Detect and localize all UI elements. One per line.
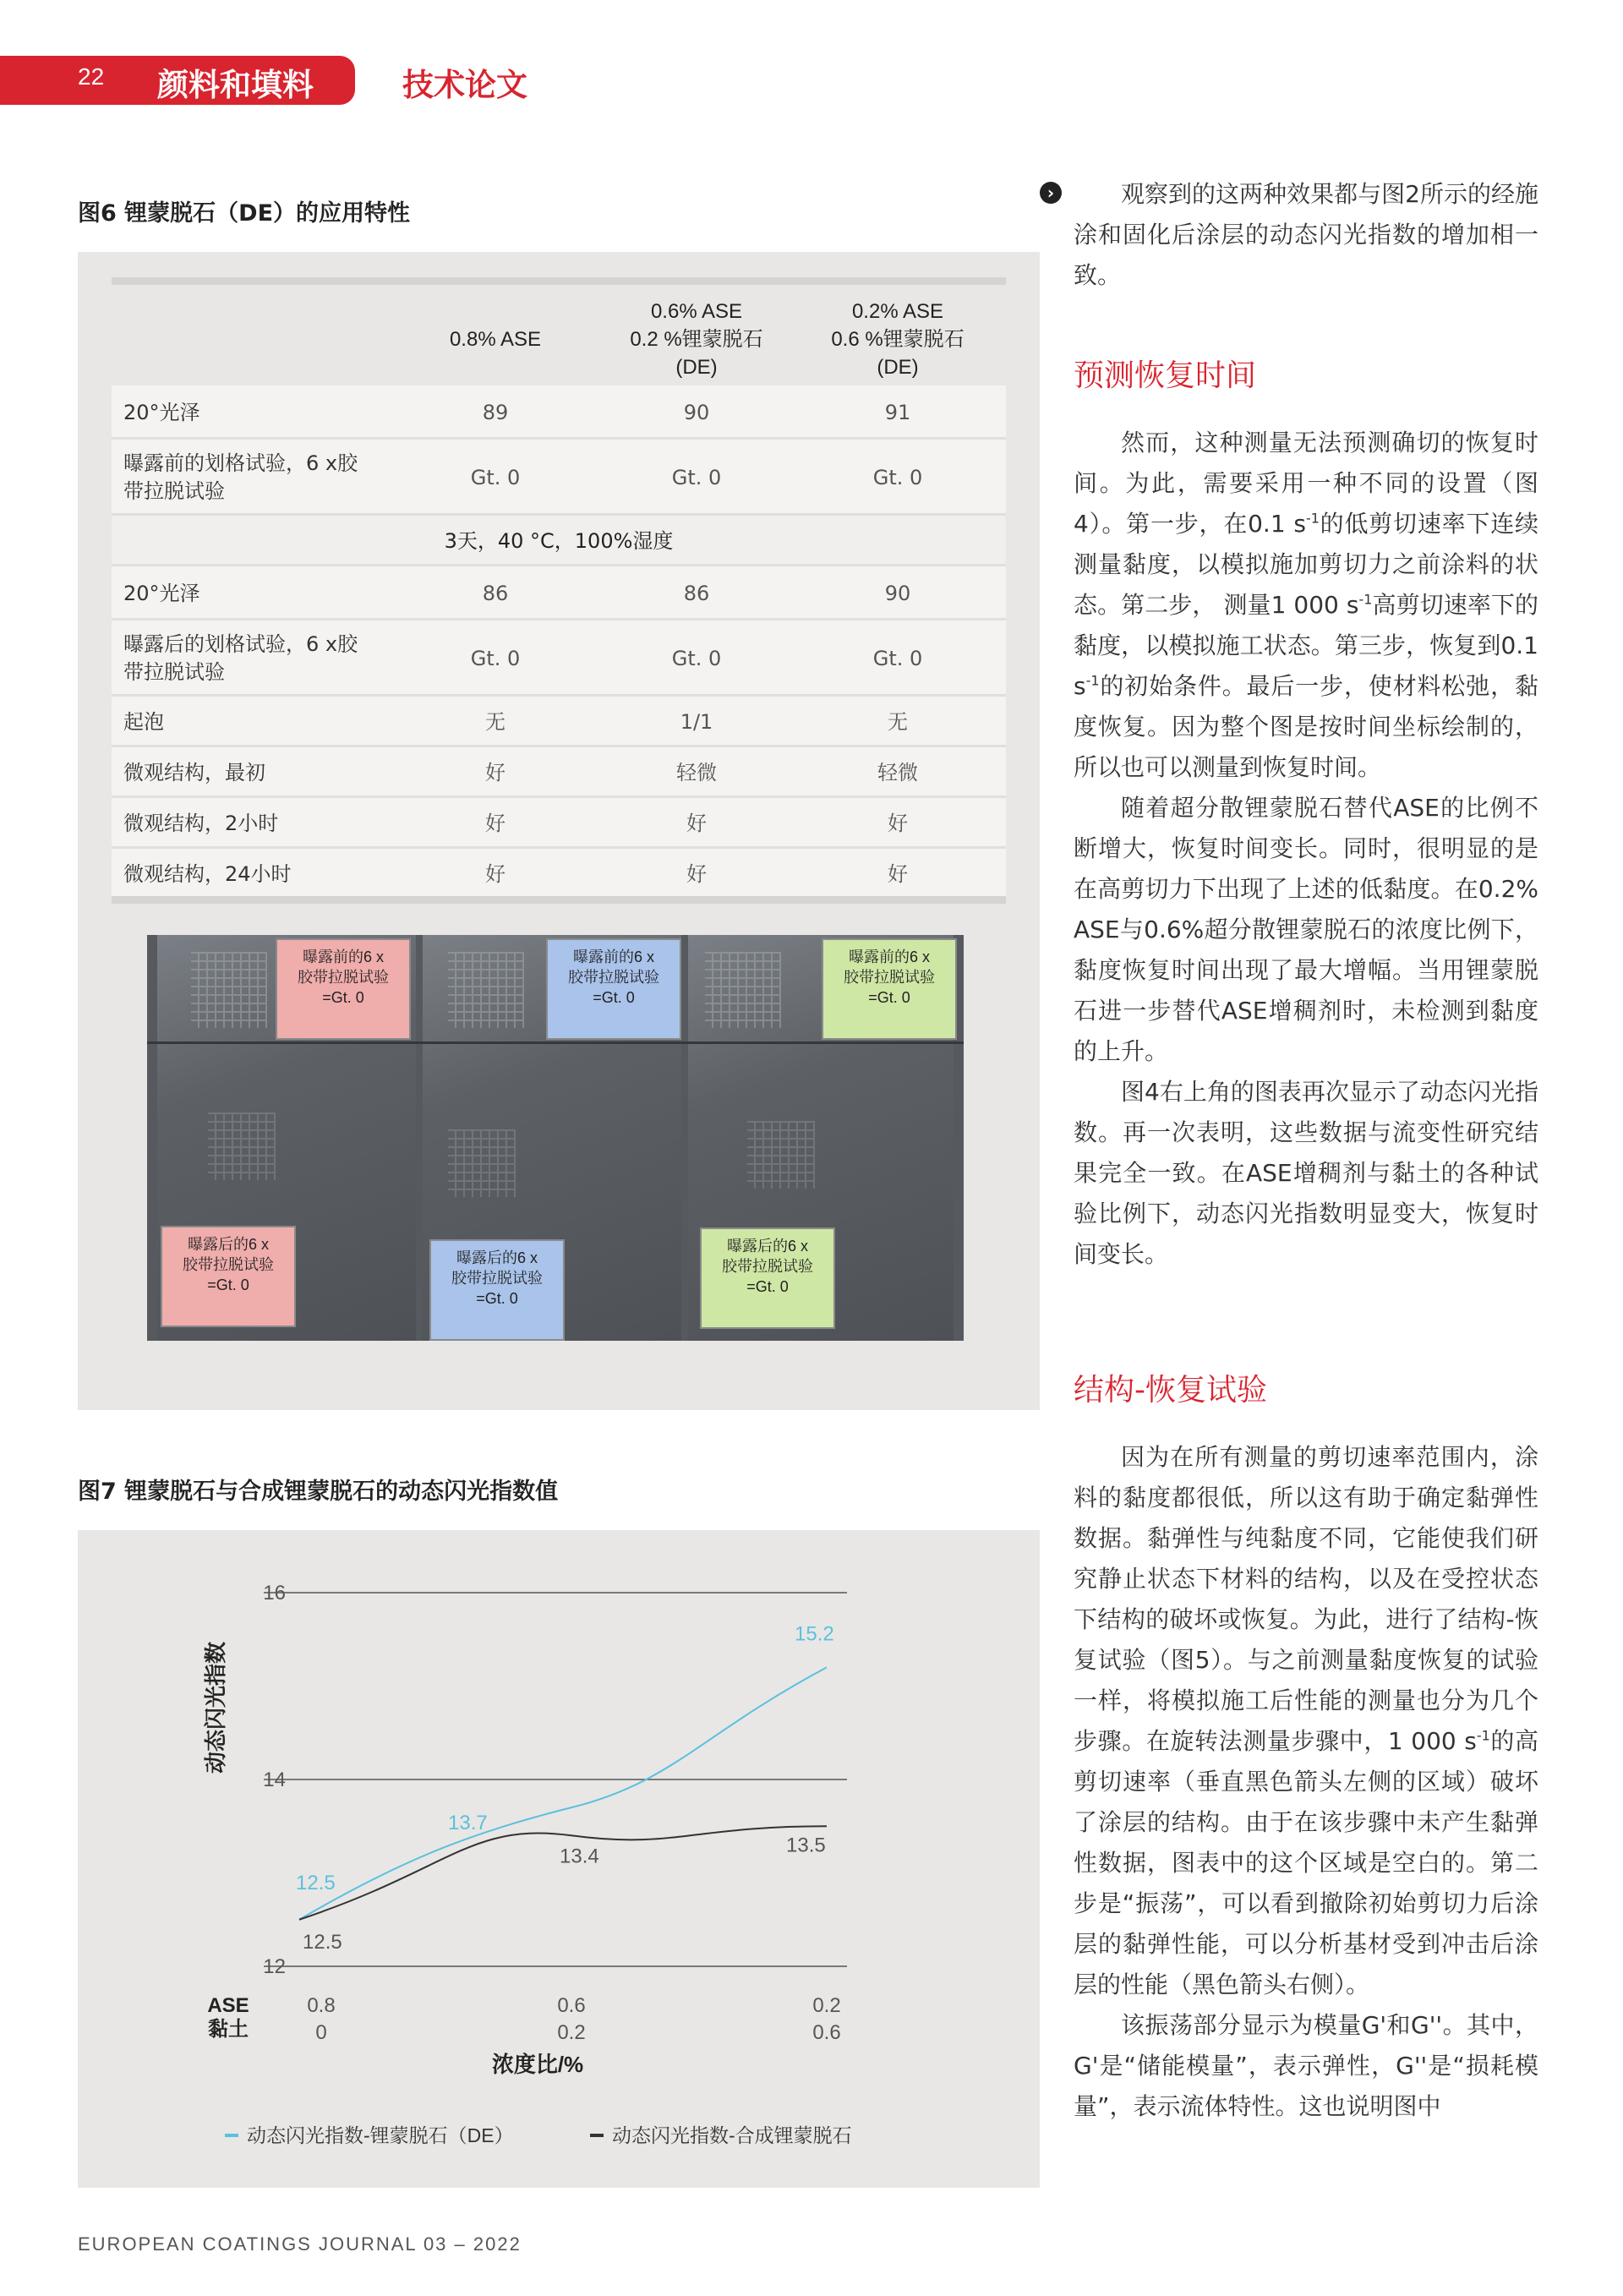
table-cell: 无 bbox=[485, 709, 505, 734]
body-text-1 bbox=[1074, 423, 1538, 1275]
table-row-label: 20°光泽 bbox=[123, 400, 200, 424]
category-row-label: 黏土 bbox=[208, 2018, 249, 2041]
data-label: 15.2 bbox=[795, 1622, 834, 1646]
table-cell: 轻微 bbox=[676, 760, 717, 784]
table-cell: 好 bbox=[485, 811, 505, 835]
table-cell: 好 bbox=[888, 811, 908, 835]
table-cell: 好 bbox=[485, 760, 505, 784]
table-cell: 86 bbox=[482, 581, 509, 605]
table-cell: 1/1 bbox=[680, 709, 713, 734]
x-tick-label: 0.6 bbox=[812, 2021, 841, 2044]
table-header-col3: 0.2% ASE 0.6 %锂蒙脱石 (DE) bbox=[831, 299, 965, 379]
table-row bbox=[112, 566, 1006, 620]
note-before-panel1: 曝露前的6 x 胶带拉脱试验 =Gt. 0 bbox=[276, 938, 411, 1040]
table-cell: Gt. 0 bbox=[671, 465, 722, 489]
table-cell: Gt. 0 bbox=[470, 646, 521, 670]
body-text-2 bbox=[1074, 1437, 1538, 2127]
note-before-panel2: 曝露前的6 x 胶带拉脱试验 =Gt. 0 bbox=[546, 938, 681, 1040]
journal-footer: EUROPEAN COATINGS JOURNAL 03 – 2022 bbox=[78, 2233, 522, 2255]
table-cell: 89 bbox=[482, 400, 509, 424]
section-title: 颜料和填料 bbox=[157, 67, 314, 103]
data-label: 12.5 bbox=[303, 1930, 342, 1954]
table-cell: 好 bbox=[888, 861, 908, 886]
table-cell: Gt. 0 bbox=[872, 646, 923, 670]
text-run: 高剪切速率下的黏度，以模拟施工状态。第三步，恢复到0.1 s bbox=[1074, 591, 1538, 700]
data-label: 12.5 bbox=[296, 1871, 336, 1894]
table-row bbox=[112, 697, 1006, 747]
intro-paragraph: 观察到的这两种效果都与图2所示的经施涂和固化后涂层的动态闪光指数的增加相一致。 bbox=[1074, 180, 1538, 289]
table-cell: 90 bbox=[884, 581, 911, 605]
continue-arrow-icon: › bbox=[1040, 182, 1062, 204]
table-row-label: 微观结构，2小时 bbox=[123, 811, 279, 835]
table-row-label: 微观结构，24小时 bbox=[123, 861, 292, 886]
category-row-label: ASE bbox=[207, 1994, 249, 2017]
table-row bbox=[112, 849, 1006, 899]
table-cell: Gt. 0 bbox=[470, 465, 521, 489]
table-cell: 轻微 bbox=[877, 760, 918, 784]
data-label: 13.7 bbox=[448, 1812, 488, 1835]
page-number: 22 bbox=[78, 63, 105, 90]
table-cell: 好 bbox=[485, 861, 505, 886]
table-row-label: 曝露前的划格试验，6 x胶 带拉脱试验 bbox=[123, 451, 358, 503]
table-header-col2: 0.6% ASE 0.2 %锂蒙脱石 (DE) bbox=[630, 299, 763, 379]
legend-entry: 动态闪光指数-合成锂蒙脱石 bbox=[612, 2124, 852, 2146]
table-cell: 无 bbox=[888, 709, 908, 734]
table-row bbox=[112, 620, 1006, 697]
table-top-rule bbox=[112, 277, 1006, 285]
table-row bbox=[112, 747, 1006, 798]
table-cell: 好 bbox=[686, 811, 707, 835]
text-run: 的低剪切速率下连续测量黏度，以模拟施加剪切力之前涂料的状态。第二步， 测量1 000 s bbox=[1074, 510, 1538, 619]
y-tick-label: 16 bbox=[263, 1582, 286, 1604]
x-axis-label: 浓度比/% bbox=[491, 2052, 584, 2077]
table-cell: 86 bbox=[683, 581, 710, 605]
table-row-label: 曝露后的划格试验，6 x胶 带拉脱试验 bbox=[123, 632, 358, 684]
table-header-col1: 0.8% ASE bbox=[449, 327, 542, 351]
y-tick-label: 14 bbox=[263, 1768, 286, 1791]
table-cell: 91 bbox=[884, 400, 911, 424]
table-row bbox=[112, 798, 1006, 849]
paragraph-ase-replacement: 随着超分散锂蒙脱石替代ASE的比例不断增大，恢复时间变长。同时，很明显的是在高剪切力下出现了上述的低黏度。在0.2% ASE与0.6%超分散锂蒙脱石的浓度比例下，黏度恢复时间出现了最大增幅。当用锂蒙脱石进一步替代ASE增稠剂时，未检测到黏度的上升。 bbox=[1074, 794, 1538, 1065]
x-tick-label: 0.2 bbox=[812, 1994, 841, 2017]
dynamic-flash-index-chart bbox=[78, 1530, 1040, 2188]
x-tick-label: 0.8 bbox=[307, 1994, 336, 2017]
note-after-panel1: 曝露后的6 x 胶带拉脱试验 =Gt. 0 bbox=[161, 1226, 296, 1327]
paragraph-oscillation: 该振荡部分显示为模量G'和G''。其中，G'是“储能模量”，表示弹性，G''是“损耗模量”，表示流体特性。这也说明图中 bbox=[1074, 2011, 1538, 2120]
table-cell: Gt. 0 bbox=[671, 646, 722, 670]
legend-entry: 动态闪光指数-锂蒙脱石（DE） bbox=[247, 2124, 514, 2146]
legend-swatch bbox=[225, 2134, 238, 2137]
note-after-panel3: 曝露后的6 x 胶带拉脱试验 =Gt. 0 bbox=[700, 1227, 835, 1329]
paragraph-flash-index: 图4右上角的图表再次显示了动态闪光指数。再一次表明，这些数据与流变性研究结果完全一致。在ASE增稠剂与黏土的各种试验比例下，动态闪光指数明显变大，恢复时间变长。 bbox=[1074, 1078, 1538, 1268]
table-band-text: 3天，40 °C，100%湿度 bbox=[444, 528, 674, 553]
figure7-title: 图7 锂蒙脱石与合成锂蒙脱石的动态闪光指数值 bbox=[78, 1479, 559, 1505]
heading-structure-recovery: 结构-恢复试验 bbox=[1074, 1373, 1267, 1408]
figure6-title: 图6 锂蒙脱石（DE）的应用特性 bbox=[78, 200, 411, 227]
x-tick-label: 0 bbox=[315, 2021, 327, 2044]
table-row-label: 20°光泽 bbox=[123, 581, 200, 605]
table-row bbox=[112, 385, 1006, 440]
unit-superscript: -1 bbox=[1358, 591, 1373, 608]
topic-title: 技术论文 bbox=[402, 67, 527, 103]
unit-superscript: -1 bbox=[1085, 672, 1100, 689]
table-row bbox=[112, 440, 1006, 516]
data-label: 13.5 bbox=[786, 1834, 826, 1857]
x-tick-label: 0.2 bbox=[557, 2021, 586, 2044]
text-run: 的高剪切速率（垂直黑色箭头左侧的区域）破坏了涂层的结构。由于在该步骤中未产生黏弹性数据，图表中的这个区域是空白的。第二步是“振荡”，可以看到撤除初始剪切力后涂层的黏弹性能，可以分析基材受到冲击后涂层的性能（黑色箭头右侧）。 bbox=[1074, 1727, 1538, 1998]
x-tick-label: 0.6 bbox=[557, 1994, 586, 2017]
figure7-panel bbox=[78, 1530, 1040, 2188]
unit-superscript: -1 bbox=[1476, 1727, 1490, 1744]
text-run: 然而，这种测量无法预测确切的恢复时间。为此，需要采用一种不同的设置（图4）。第一步，在0.1 s bbox=[1074, 429, 1538, 538]
paragraph-viscoelastic bbox=[1074, 1437, 1538, 2005]
heading-predict-recovery: 预测恢复时间 bbox=[1074, 358, 1257, 393]
note-after-panel2: 曝露后的6 x 胶带拉脱试验 =Gt. 0 bbox=[429, 1239, 565, 1341]
data-label: 13.4 bbox=[560, 1845, 599, 1868]
table-cell: 好 bbox=[686, 861, 707, 886]
series-line bbox=[299, 1826, 827, 1920]
unit-superscript: -1 bbox=[1305, 510, 1320, 527]
table-row-label: 微观结构，最初 bbox=[123, 760, 265, 784]
note-before-panel3: 曝露前的6 x 胶带拉脱试验 =Gt. 0 bbox=[822, 938, 957, 1040]
table-row-label: 起泡 bbox=[123, 709, 164, 734]
table-bottom-rule bbox=[112, 896, 1006, 904]
table-cell: Gt. 0 bbox=[872, 465, 923, 489]
legend-swatch bbox=[590, 2134, 604, 2137]
y-axis-label: 动态闪光指数 bbox=[203, 1641, 228, 1774]
table-cell: 90 bbox=[683, 400, 710, 424]
text-run: 因为在所有测量的剪切速率范围内，涂料的黏度都很低，所以这有助于确定黏弹性数据。黏弹性与纯黏度不同，它能使我们研究静止状态下材料的结构，以及在受控状态下结构的破坏或恢复。为此，进行了结构-恢复试验（图5）。与之前测量黏度恢复的试验一样，将模拟施工后性能的测量也分为几个步骤。在旋转法测量步骤中，1 000 s bbox=[1074, 1443, 1538, 1755]
series-line bbox=[299, 1667, 827, 1919]
y-tick-label: 12 bbox=[263, 1955, 286, 1978]
panel-divider-line bbox=[147, 1041, 964, 1044]
paragraph-recovery-time bbox=[1074, 423, 1538, 788]
table-condition-band bbox=[112, 516, 1006, 566]
text-run: 的初始条件。最后一步，使材料松弛，黏度恢复。因为整个图是按时间坐标绘制的，所以也可以测量到恢复时间。 bbox=[1074, 672, 1538, 781]
test-panels-photo bbox=[147, 935, 964, 1341]
